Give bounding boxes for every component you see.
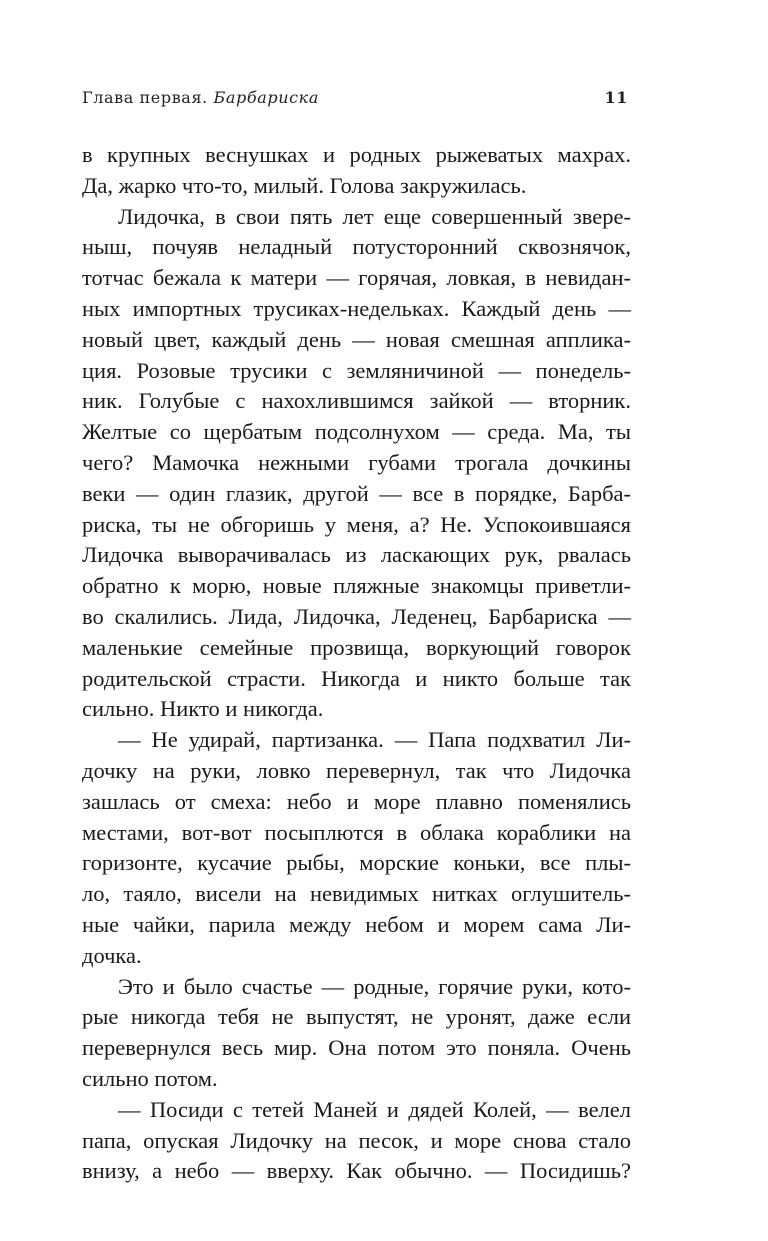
text-line: внизу, а небо — вверху. Как обычно. — Посидишь?: [82, 1158, 631, 1184]
text-line: маленькие семейные прозвища, воркующий говорок: [82, 634, 631, 660]
text-line: перевернулся весь мир. Она потом это поняла. Очень: [82, 1035, 631, 1061]
text-line: Лидочка выворачивалась из ласкающих рук, рвалась: [82, 542, 631, 568]
text-line: — Не удирай, партизанка. — Папа подхватил Ли-: [118, 727, 631, 753]
text-line: родительской страсти. Никогда и никто больше так: [82, 665, 631, 691]
text-line: в крупных веснушках и родных рыжеватых махрах.: [82, 142, 631, 167]
text-line: — Посиди с тетей Маней и дядей Колей, — велел: [118, 1096, 631, 1122]
text-line: чего? Мамочка нежными губами трогала дочкины: [82, 449, 631, 475]
text-line: ция. Розовые трусики с земляничиной — понедель-: [82, 357, 631, 383]
text-line: во скалились. Лида, Лидочка, Леденец, Барбариска —: [82, 603, 631, 629]
text-line: сильно потом.: [82, 1065, 218, 1091]
text-line: Это и было счастье — родные, горячие руки, кото-: [118, 973, 631, 999]
running-head: [82, 88, 628, 112]
text-line: Да, жарко что-то, милый. Голова закружилась.: [82, 172, 527, 198]
text-line: веки — один глазик, другой — все в порядке, Барба-: [82, 480, 631, 506]
text-line: тотчас бежала к матери — горячая, ловкая, в невидан-: [82, 265, 631, 291]
text-line: ные чайки, парила между небом и морем сама Ли-: [82, 911, 631, 937]
text-line: сильно. Никто и никогда.: [82, 696, 324, 722]
text-line: новый цвет, каждый день — новая смешная апплика-: [82, 326, 631, 352]
text-line: ло, таяло, висели на невидимых нитках оглушитель-: [82, 881, 631, 907]
page-number: 11: [604, 88, 628, 107]
text-line: ник. Голубые с нахохлившимся зайкой — вторник.: [82, 388, 631, 414]
chapter-title: Глава первая.: [82, 88, 208, 107]
text-line: риска, ты не обгоришь у меня, а? Не. Успокоившаяся: [82, 511, 631, 537]
text-line: зашлась от смеха: небо и море плавно поменялись: [82, 788, 631, 814]
text-line: горизонте, кусачие рыбы, морские коньки, все плы-: [82, 850, 631, 876]
text-line: дочку на руки, ловко перевернул, так что Лидочка: [82, 757, 631, 783]
text-line: дочка.: [82, 942, 142, 968]
text-line: обратно к морю, новые пляжные знакомцы приветли-: [82, 573, 631, 599]
text-line: Желтые со щербатым подсолнухом — среда. Ма, ты: [82, 419, 631, 445]
text-line: Лидочка, в свои пять лет еще совершенный звере-: [118, 203, 631, 229]
text-line: ных импортных трусиках-недельках. Каждый день —: [82, 295, 631, 321]
text-line: папа, опуская Лидочку на песок, и море снова стало: [82, 1127, 631, 1153]
text-line: местами, вот-вот посыплются в облака кораблики на: [82, 819, 631, 845]
text-line: рые никогда тебя не выпустят, не уронят, даже если: [82, 1004, 631, 1030]
body-text: [82, 140, 631, 1187]
text-line: ныш, почуяв неладный потусторонний сквознячок,: [82, 234, 631, 260]
chapter-subtitle: Барбариска: [213, 88, 319, 107]
